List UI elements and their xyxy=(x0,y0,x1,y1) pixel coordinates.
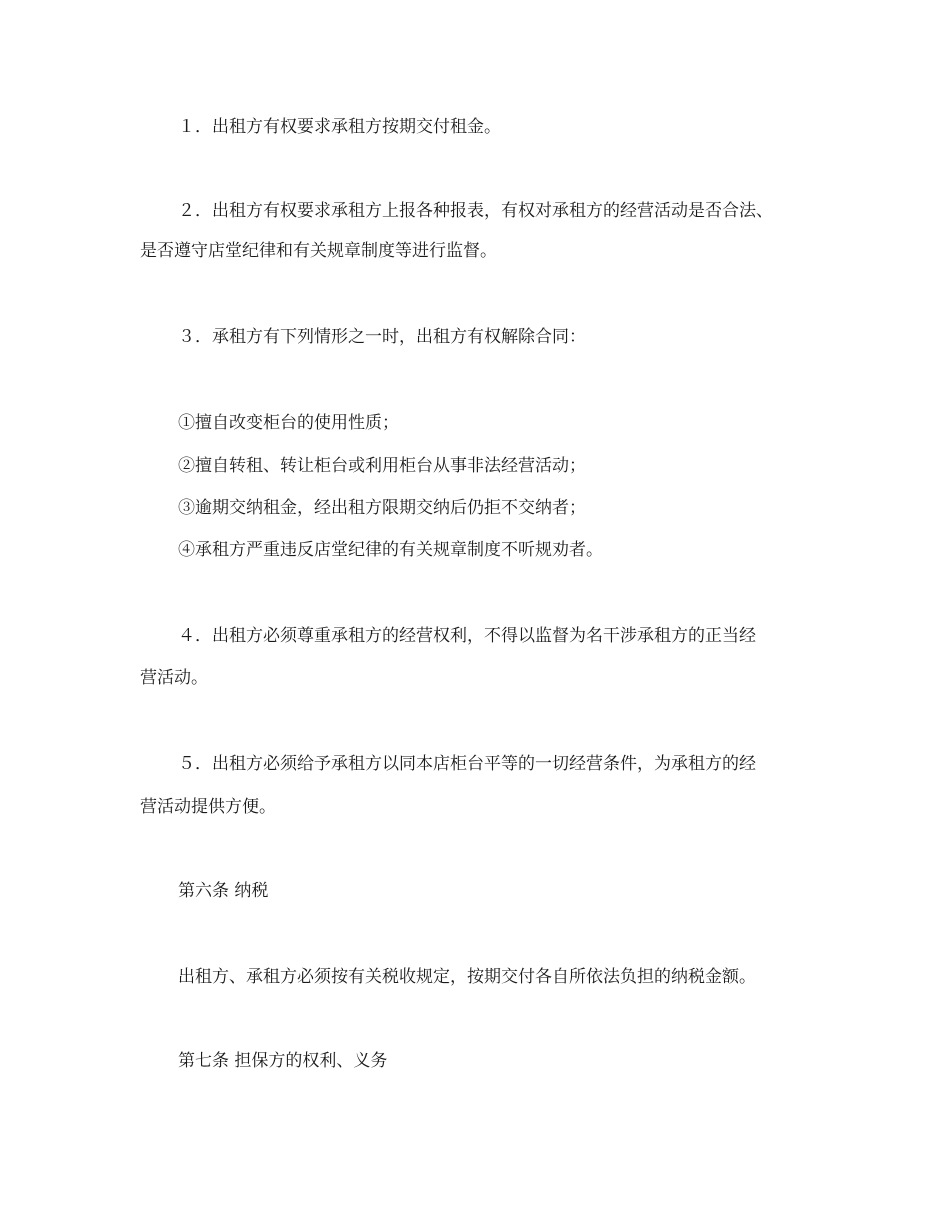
article-6-body: 出租方、承租方必须按有关税收规定，按期交付各自所依法负担的纳税金额。 xyxy=(178,967,756,987)
list-item-1: ①擅自改变柜台的使用性质； xyxy=(178,413,399,433)
clause-2-line-2: 是否遵守店堂纪律和有关规章制度等进行监督。 xyxy=(140,241,497,261)
clause-3-line-1: ３．承租方有下列情形之一时，出租方有权解除合同： xyxy=(178,327,586,347)
article-6-heading: 第六条 纳税 xyxy=(178,881,269,901)
clause-4-line-2: 营活动。 xyxy=(140,668,208,688)
clause-5-line-1: ５．出租方必须给予承租方以同本店柜台平等的一切经营条件，为承租方的经 xyxy=(178,754,756,774)
clause-5-line-2: 营活动提供方便。 xyxy=(140,797,276,817)
clause-2-line-1: ２．出租方有权要求承租方上报各种报表，有权对承租方的经营活动是否合法、 xyxy=(178,201,773,221)
list-item-3: ③逾期交纳租金，经出租方限期交纳后仍拒不交纳者； xyxy=(178,498,586,518)
clause-4-line-1: ４．出租方必须尊重承租方的经营权利，不得以监督为名干涉承租方的正当经 xyxy=(178,626,756,646)
clause-1-line-1: １．出租方有权要求承租方按期交付租金。 xyxy=(178,117,501,137)
list-item-4: ④承租方严重违反店堂纪律的有关规章制度不听规劝者。 xyxy=(178,540,603,560)
article-7-heading: 第七条 担保方的权利、义务 xyxy=(178,1051,388,1071)
list-item-2: ②擅自转租、转让柜台或利用柜台从事非法经营活动； xyxy=(178,456,586,476)
